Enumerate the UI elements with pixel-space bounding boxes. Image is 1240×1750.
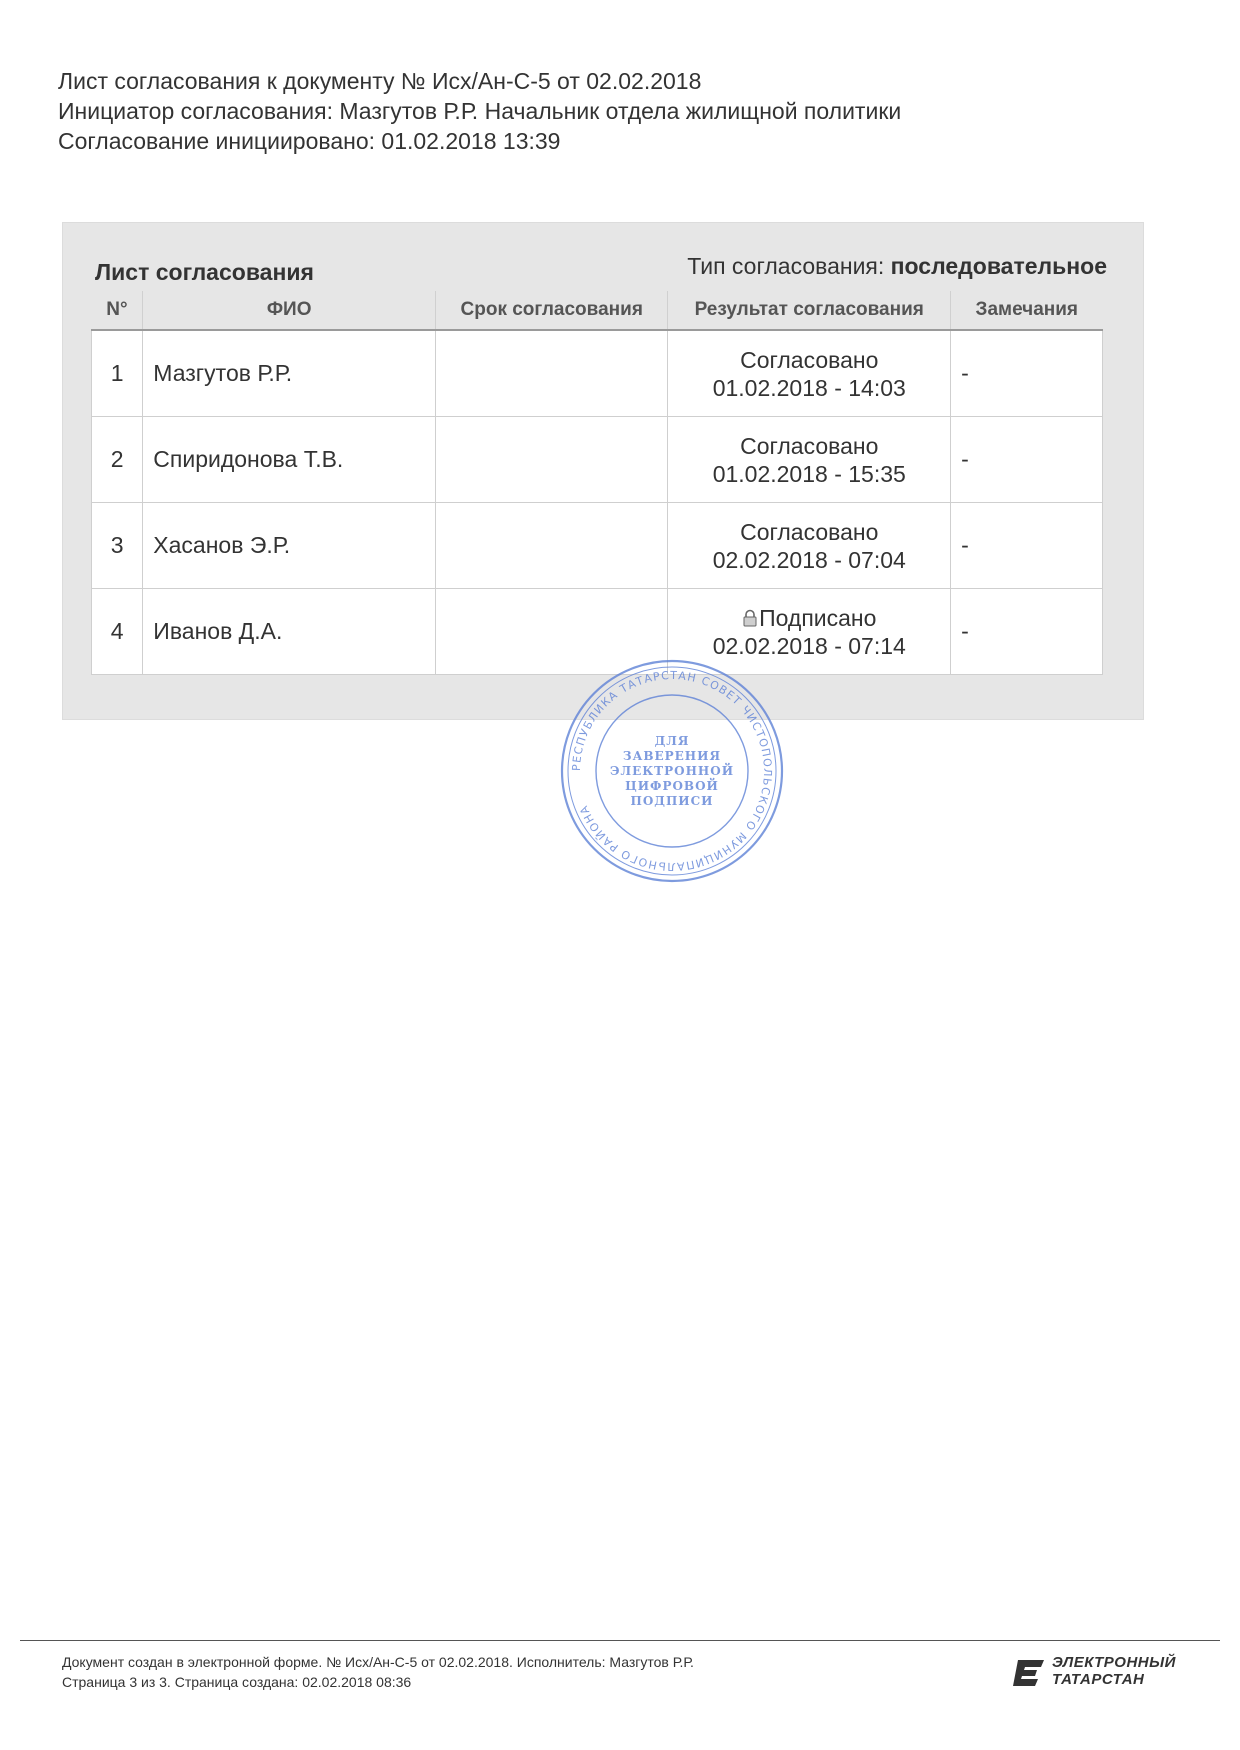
cell-notes: - xyxy=(951,330,1103,417)
result-status: Согласовано xyxy=(740,518,879,545)
header-initiated-at: Согласование инициировано: 01.02.2018 13:39 xyxy=(58,128,561,154)
footer-page-info: Страница 3 из 3. Страница создана: 02.02.2018 08:36 xyxy=(62,1674,412,1690)
table-row xyxy=(92,417,1103,503)
table-row xyxy=(92,330,1103,417)
cell-term xyxy=(436,503,668,589)
result-status-line xyxy=(678,518,940,546)
result-datetime: 02.02.2018 - 07:04 xyxy=(712,546,906,573)
page-footer xyxy=(62,1652,694,1692)
cell-name: Спиридонова Т.В. xyxy=(143,417,436,503)
table-header-row xyxy=(92,291,1103,330)
result-status-line xyxy=(678,346,940,374)
cell-notes: - xyxy=(951,503,1103,589)
cell-name: Мазгутов Р.Р. xyxy=(143,330,436,417)
svg-text:ЭЛЕКТРОННОЙ: ЭЛЕКТРОННОЙ xyxy=(609,764,735,778)
approval-type xyxy=(687,253,1107,280)
logo-text-line2: ТАТАРСТАН xyxy=(1052,1671,1145,1688)
document-header xyxy=(58,66,901,156)
approval-table xyxy=(91,291,1103,675)
cell-number: 1 xyxy=(92,330,143,417)
approval-type-label: Тип согласования: xyxy=(687,253,885,279)
table-row xyxy=(92,503,1103,589)
cell-result xyxy=(668,503,951,589)
svg-text:ЦИФРОВОЙ: ЦИФРОВОЙ xyxy=(625,779,719,793)
lock-icon xyxy=(742,609,758,627)
cell-number: 3 xyxy=(92,503,143,589)
column-header-notes: Замечания xyxy=(951,291,1103,330)
cell-notes: - xyxy=(951,417,1103,503)
cell-name: Хасанов Э.Р. xyxy=(143,503,436,589)
result-status-line xyxy=(678,604,940,632)
cell-term xyxy=(436,330,668,417)
cell-name: Иванов Д.А. xyxy=(143,589,436,675)
svg-text:ПОДПИСИ: ПОДПИСИ xyxy=(630,794,714,808)
cell-notes: - xyxy=(951,589,1103,675)
svg-text:РЕСПУБЛИКА ТАТАРСТАН СОВЕТ ЧИС: РЕСПУБЛИКА ТАТАРСТАН СОВЕТ ЧИСТОПОЛЬСКОГО МУНИЦИПАЛЬНОГО РАЙОНА xyxy=(569,668,775,874)
svg-text:ДЛЯ: ДЛЯ xyxy=(654,734,690,748)
footer-divider xyxy=(20,1640,1220,1641)
cell-number: 2 xyxy=(92,417,143,503)
approval-sheet xyxy=(62,222,1144,720)
column-header-name: ФИО xyxy=(143,291,436,330)
result-status: Согласовано xyxy=(740,346,879,373)
result-status-line xyxy=(678,432,940,460)
cell-term xyxy=(436,417,668,503)
svg-text:ЗАВЕРЕНИЯ: ЗАВЕРЕНИЯ xyxy=(622,749,722,763)
approval-type-value: последовательное xyxy=(890,253,1107,279)
result-datetime: 02.02.2018 - 07:14 xyxy=(712,632,906,659)
result-datetime: 01.02.2018 - 15:35 xyxy=(712,460,906,487)
logo-text-line1: ЭЛЕКТРОННЫЙ xyxy=(1052,1654,1176,1671)
electronic-tatarstan-logo xyxy=(1012,1654,1176,1694)
header-initiator: Инициатор согласования: Мазгутов Р.Р. Начальник отдела жилищной политики xyxy=(58,98,902,124)
header-document-reference: Лист согласования к документу № Исх/Ан-С-5 от 02.02.2018 xyxy=(58,68,702,94)
column-header-number: N° xyxy=(92,291,143,330)
cell-result xyxy=(668,417,951,503)
column-header-term: Срок согласования xyxy=(436,291,668,330)
result-status: Согласовано xyxy=(740,432,879,459)
result-status: Подписано xyxy=(759,604,877,631)
result-datetime: 01.02.2018 - 14:03 xyxy=(712,374,906,401)
logo-mark-icon xyxy=(1012,1658,1046,1688)
cell-number: 4 xyxy=(92,589,143,675)
column-header-result: Результат согласования xyxy=(668,291,951,330)
cell-result xyxy=(668,330,951,417)
stamp-seal xyxy=(556,655,788,887)
sheet-title: Лист согласования xyxy=(95,259,314,285)
footer-document-info: Документ создан в электронной форме. № Исх/Ан-С-5 от 02.02.2018. Исполнитель: Мазгутов Р.Р. xyxy=(62,1654,694,1670)
